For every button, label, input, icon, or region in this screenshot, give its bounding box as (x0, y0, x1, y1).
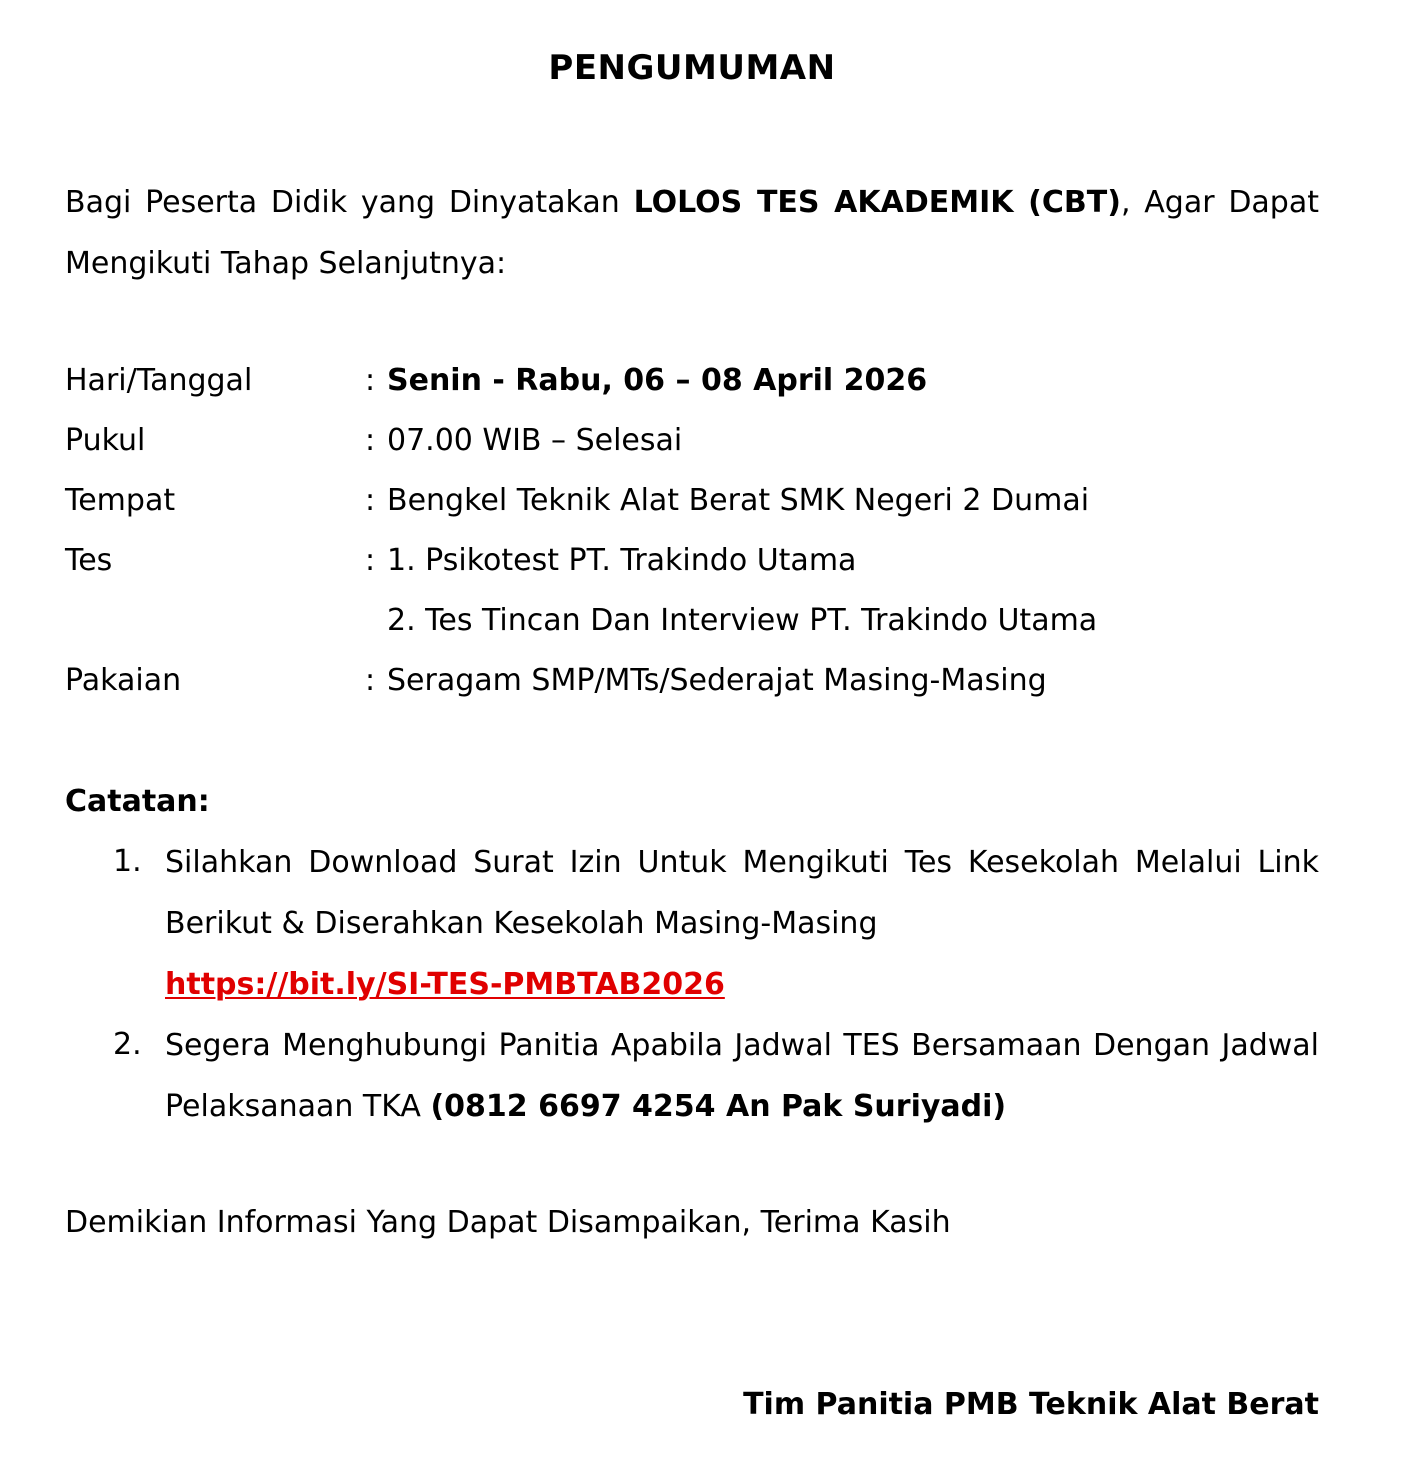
note-link-line (165, 954, 1319, 1015)
contact-info: (0812 6697 4254 An Pak Suriyadi) (430, 1089, 1007, 1124)
detail-colon: : (365, 363, 376, 398)
closing-text: Demikian Informasi Yang Dapat Disampaikan, Terima Kasih (65, 1205, 951, 1240)
intro-paragraph (65, 172, 1319, 294)
detail-row-test (65, 531, 1319, 591)
intro-bold: LOLOS TES AKADEMIK (CBT) (633, 185, 1121, 220)
detail-row-time (65, 411, 1319, 471)
detail-value: Bengkel Teknik Alat Berat SMK Negeri 2 Dumai (387, 483, 1090, 518)
note-item-1 (65, 832, 1319, 1015)
detail-colon-spacer (365, 591, 387, 651)
notes-list (65, 832, 1319, 1137)
detail-value: 2. Tes Tincan Dan Interview PT. Trakindo Utama (387, 603, 1098, 638)
note-line (165, 1076, 1319, 1137)
signature: Tim Panitia PMB Teknik Alat Berat (743, 1387, 1319, 1422)
detail-row-place (65, 471, 1319, 531)
note-body (165, 1015, 1319, 1137)
note-body (165, 832, 1319, 1015)
details-table (65, 351, 1319, 711)
note-line: Berikut & Diserahkan Kesekolah Masing-Masing (165, 906, 878, 941)
detail-colon: : (365, 483, 376, 518)
detail-value: 1. Psikotest PT. Trakindo Utama (387, 543, 857, 578)
detail-colon: : (365, 663, 376, 698)
download-link[interactable]: https://bit.ly/SI-TES-PMBTAB2026 (165, 967, 725, 1002)
detail-label: Pukul (65, 423, 146, 458)
note-text: Pelaksanaan TKA (165, 1089, 431, 1124)
intro-line-1 (65, 172, 1319, 233)
detail-row-date (65, 351, 1319, 411)
detail-label: Tes (65, 543, 113, 578)
page-title: PENGUMUMAN (548, 48, 836, 88)
detail-label: Hari/Tanggal (65, 363, 253, 398)
note-number: 1. (113, 844, 142, 879)
detail-row-test-2 (65, 591, 1319, 651)
detail-label (65, 591, 365, 651)
notes-heading: Catatan: (65, 784, 210, 819)
detail-row-attire (65, 651, 1319, 711)
note-number: 2. (113, 1027, 142, 1062)
note-line: Silahkan Download Surat Izin Untuk Mengikuti Tes Kesekolah Melalui Link (165, 845, 1319, 880)
detail-value: Seragam SMP/MTs/Sederajat Masing-Masing (387, 663, 1047, 698)
detail-label: Tempat (65, 483, 176, 518)
intro-suffix: , Agar Dapat (1120, 185, 1319, 220)
detail-label: Pakaian (65, 663, 182, 698)
note-item-2 (65, 1015, 1319, 1137)
note-line: Segera Menghubungi Panitia Apabila Jadwal TES Bersamaan Dengan Jadwal (165, 1028, 1319, 1063)
intro-line-2: Mengikuti Tahap Selanjutnya: (65, 246, 507, 281)
detail-value: Senin - Rabu, 06 – 08 April 2026 (387, 363, 928, 398)
detail-colon: : (365, 423, 376, 458)
detail-colon: : (365, 543, 376, 578)
detail-value: 07.00 WIB – Selesai (387, 423, 683, 458)
intro-prefix: Bagi Peserta Didik yang Dinyatakan (65, 185, 634, 220)
